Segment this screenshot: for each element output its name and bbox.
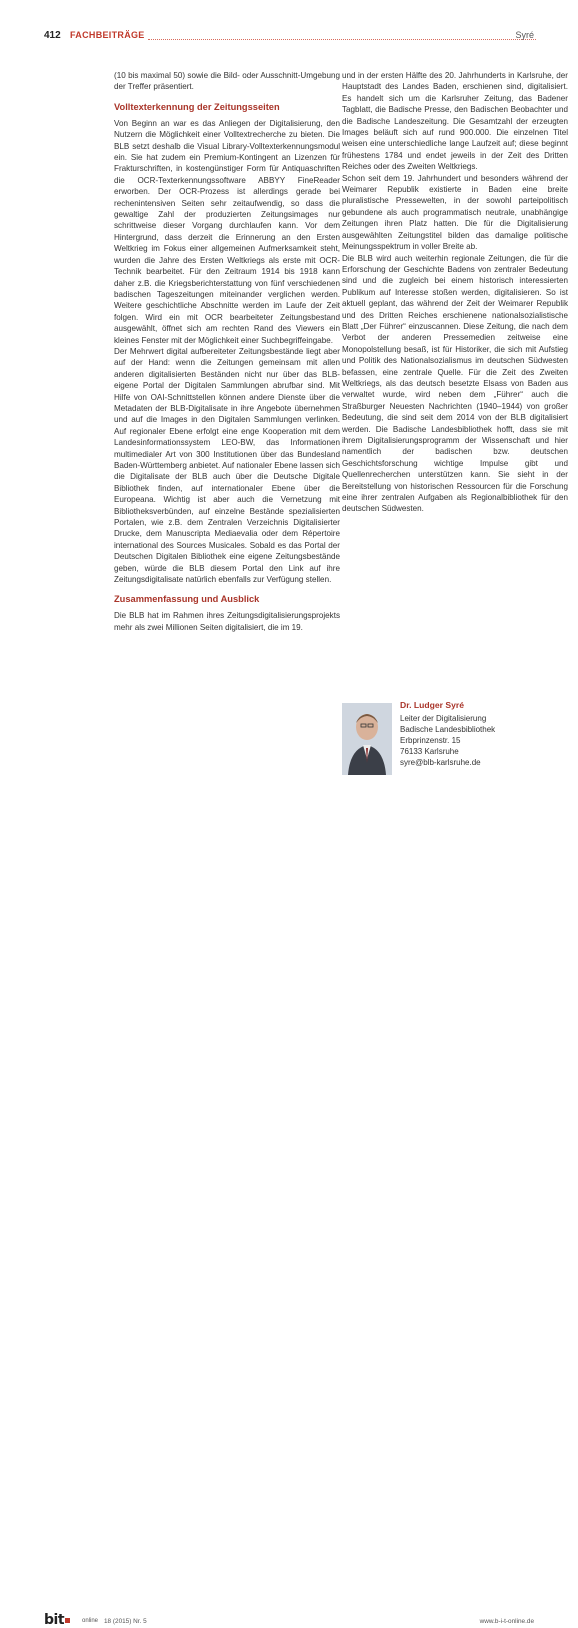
section-label: FACHBEITRÄGE bbox=[70, 30, 145, 40]
author-box bbox=[342, 700, 568, 780]
author-photo bbox=[342, 703, 392, 775]
author-street: Erbprinzenstr. 15 bbox=[400, 736, 461, 745]
paragraph: und in der ersten Hälfte des 20. Jahrhunderts in Karlsruhe, der Hauptstadt des Landes Baden, erschienen sind, digitalisiert. Es handelt sich um die Karlsruher Zeitung, das Badener Tagblatt, die Badische Presse, den Badischen Beobachter und die Badische Landeszeitung. Die Gesamtzahl der erzeugten Images beläuft sich auf rund 900.000. Die einzelnen Titel weisen eine unterschiedliche lange Laufzeit auf; diese beginnt frühestens 1784 und endet jeweils in der Zeit des Dritten Reiches oder des Zweiten Weltkriegs. bbox=[342, 71, 568, 172]
logo-subtitle: online bbox=[82, 1618, 99, 1624]
page-header bbox=[0, 0, 578, 58]
footer-url: www.b-i-t-online.de bbox=[479, 1618, 534, 1625]
author-name: Dr. Ludger Syré bbox=[400, 700, 464, 710]
section-heading: Volltexterkennung der Zeitungsseiten bbox=[114, 101, 280, 112]
paragraph: Schon seit dem 19. Jahrhundert und besonders während der Weimarer Republik existierte in Baden eine breite pluralistische Pressewelten, in der sowohl parteipolitisch gebundene als auch programmatisch neutrale, unabhängige Zeitungen ihren Platz hatten. Die für die Digitalisierung ausgewählten Zeitungstitel bilden das damalige politische Meinungsspektrum in voller Breite ab. bbox=[342, 173, 568, 252]
page-footer bbox=[0, 806, 578, 1628]
right-column bbox=[342, 70, 568, 515]
running-head: Syré bbox=[515, 30, 534, 40]
page-number: 412 bbox=[44, 30, 61, 41]
author-institution: Badische Landesbibliothek bbox=[400, 725, 496, 734]
paragraph: Die BLB hat im Rahmen ihres Zeitungsdigitalisierungsprojekts mehr als zwei Millionen Seiten digitalisiert, die im 19. bbox=[114, 611, 340, 632]
header-divider bbox=[148, 39, 536, 40]
logo-dot-icon bbox=[65, 1618, 70, 1623]
paragraph: Der Mehrwert digital aufbereiteter Zeitungsbestände liegt aber auf der Hand: wenn die Zeitungen gemeinsam mit allen anderen digitalisierten Beständen nicht nur über das BLB-eigene Portal der Digitalen Sammlungen abrufbar sind. Mit Hilfe von OAI-Schnittstellen können andere Dienste über die Metadaten der BLB-Digitalisate in ihre Angebote übernehmen und auf die Images in den Digitalen Sammlungen verlinken. Auf regionaler Ebene erfolgt eine enge Kooperation mit dem Landesinformationssystem LEO-BW, das Informationen multimedialer Art von 300 Institutionen über das Bundesland Baden-Württemberg anbietet. Auf nationaler Ebene lassen sich die Digitalisate der BLB auch über die Deutsche Digitale Bibliothek finden, auf internationaler Ebene über die Europeana. Wichtig ist aber auch die Vernetzung mit Bibliotheksverbünden, auf einzelne Bestände spezialisierten Portalen, wie z.B. dem Zentralen Verzeichnis Digitalisierter Drucke, dem Manuscripta Mediaevalia oder dem Répertoire international des Sources Musicales. Sobald es das Portal der Deutschen Digitalen Bibliothek eine eigene Zeitungsbestände geben, würde die BLB diesem Portal den Link auf ihre Zeitungsdigitalisate natürlich ebenfalls zur Verfügung stellen. bbox=[114, 346, 340, 585]
bit-logo bbox=[44, 1612, 70, 1628]
author-city: 76133 Karlsruhe bbox=[400, 747, 459, 756]
paragraph: Die BLB wird auch weiterhin regionale Zeitungen, die für die Erforschung der Geschichte Badens von zentraler Bedeutung sind und die zugleich bei einem historisch interessierten Publikum auf Interesse stoßen werden, digitalisieren. So ist aktuell geplant, das während der Zeit der Weimarer Republik und des Dritten Reiches erschienene nationalsozialistische Blatt „Der Führer“ einzuscannen. Diese Zeitung, die nach dem Verbot der anderen Pressemedien zeitweise eine Monopolstellung besaß, ist für Historiker, die sich mit Aufstieg und Politik des Nationalsozialismus im deutschen Südwesten befassen, eine zentrale Quelle. Für die Zeit des Zweiten Weltkriegs, als das deutsch besetzte Elsass von Baden aus verwaltet wurde, wird neben dem „Führer“ auch die Straßburger Neuesten Nachrichten (1940–1944) von großer Bedeutung, die sind seit dem 2014 von der BLB digitalisiert werden. Die Badische Landesbibliothek hofft, dass sie mit ihrem Digitalisierungsprogramm der Wissenschaft und hier namentlich der badischen bzw. deutschen Geschichtsforschung wichtige Impulse gibt und Quellenrecherchen unterstützen kann. Sie sieht in der Bereitstellung von historischen Ressourcen für die Forschung eine ihrer zentralen Aufgaben als Regionalbibliothek für den deutschen Südwesten. bbox=[342, 253, 568, 514]
issue-info: 18 (2015) Nr. 5 bbox=[104, 1618, 147, 1625]
paragraph: Von Beginn an war es das Anliegen der Digitalisierung, den Nutzern die Möglichkeit einer Volltextrecherche zu bieten. Die BLB setzt deshalb die Visual Library-Volltexterkennungsmodul ein. Sie hat zudem ein Premium-Kontingent an Lizenzen für Frakturschriften, in kostengünstiger Form für Antiquaschriften die OCR-Texterkennungssoftware ABBYY FineReader erworben. Der OCR-Prozess ist allerdings gerade bei rechenintensiven Seiten sehr zeitaufwendig, so dass die gewaltige Zahl der produzierten Zeitungsimages nur schrittweise dieser Vorgang durchlaufen kann. Vor dem Hintergrund, dass derzeit die Erinnerung an den Ersten Weltkrieg im Fokus einer allgemeinen Aufmerksamkeit steht, wurden die Jahre des Ersten Weltkriegs als erste mit OCR-Technik bearbeitet. Für den Zeitraum 1914 bis 1918 kann daher z.B. die Kriegsberichterstattung von fünf verschiedenen badischen Tageszeitungen miteinander verglichen werden. Weitere geschichtliche Abschnitte werden im Laufe der Zeit folgen. Wird ein mit OCR bearbeiteter Zeitungsbestand ausgewählt, öffnet sich am rechten Rand des Viewers ein kleines Fenster mit der Möglichkeit einer Suchbegriffeingabe. bbox=[114, 118, 340, 345]
author-email: syre@blb-karlsruhe.de bbox=[400, 758, 481, 767]
section-heading: Zusammenfassung und Ausblick bbox=[114, 594, 260, 605]
left-column bbox=[114, 70, 340, 633]
logo-text: bit bbox=[44, 1612, 65, 1628]
author-title: Leiter der Digitalisierung bbox=[400, 714, 487, 723]
paragraph: (10 bis maximal 50) sowie die Bild- oder Ausschnitt-Umgebung der Treffer präsentiert. bbox=[114, 71, 340, 92]
